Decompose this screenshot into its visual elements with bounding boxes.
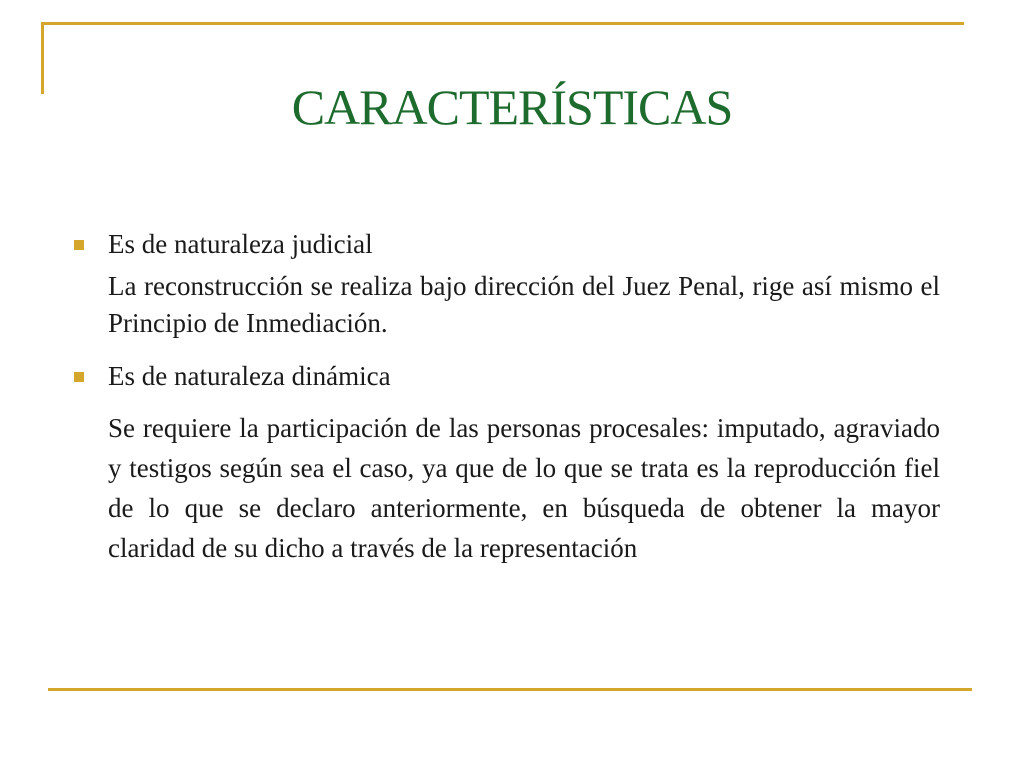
bullet-item-dinamica xyxy=(72,358,940,394)
square-bullet-icon xyxy=(74,372,84,382)
bullet-paragraph: La reconstrucción se realiza bajo dirección del Juez Penal, rige así mismo el Principio de Inmediación. xyxy=(108,271,940,338)
bullet-item-judicial xyxy=(72,226,940,262)
bullet-paragraph: Se requiere la participación de las personas procesales: imputado, agraviado y testigos según sea el caso, ya que de lo que se trata es la reproducción fiel de lo que se declaro anteriormente, en búsqueda de obtener la mayor claridad de su dicho a través de la representación xyxy=(108,413,940,563)
top-decorative-line xyxy=(44,22,964,25)
bullet-heading-text: Es de naturaleza dinámica xyxy=(108,361,391,391)
square-bullet-icon xyxy=(74,240,84,250)
slide-title: CARACTERÍSTICAS xyxy=(291,79,733,135)
bullet-heading-text: Es de naturaleza judicial xyxy=(108,229,373,259)
bottom-decorative-line xyxy=(48,688,972,691)
slide-content xyxy=(72,226,940,568)
